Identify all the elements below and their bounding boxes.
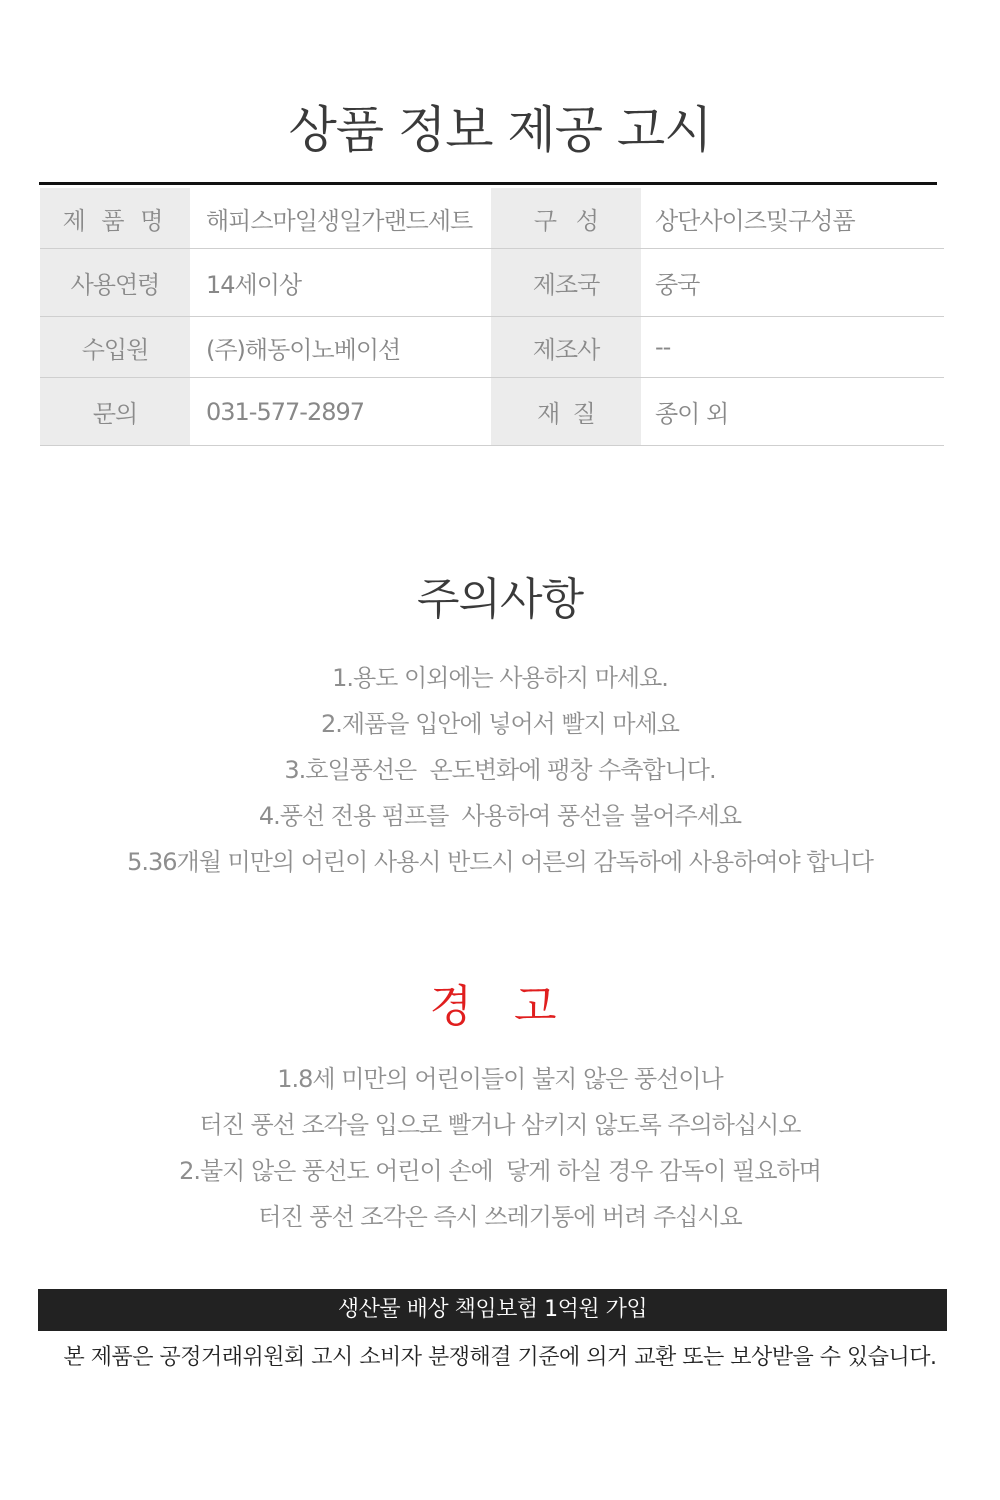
caution-list (0, 660, 1000, 890)
value-age: 14세이상 (206, 271, 302, 299)
value-inquiry: 031-577-2897 (206, 397, 365, 426)
label-age: 사용연령 (40, 249, 190, 316)
list-item: 5.36개월 미만의 어린이 사용시 반드시 어른의 감독하에 사용하여야 합니다 (127, 848, 873, 876)
list-item: 4.풍선 전용 펌프를 사용하여 풍선을 불어주세요 (258, 802, 742, 830)
value-material: 종이 외 (655, 400, 729, 428)
label-manufacturer: 제조사 (491, 317, 641, 377)
page-title: 상품 정보 제공 고시 (288, 101, 712, 159)
list-item: 2.불지 않은 풍선도 어린이 손에 닿게 하실 경우 감독이 필요하며 (179, 1157, 821, 1185)
label-product-name: 제 품 명 (40, 188, 190, 248)
value-country: 중국 (655, 271, 700, 299)
warning-title: 경 고 (429, 981, 571, 1032)
label-material: 재 질 (491, 378, 641, 445)
value-importer: (주)해동이노베이션 (206, 335, 401, 364)
label-inquiry: 문의 (40, 378, 190, 445)
label-country: 제조국 (491, 249, 641, 316)
product-info-table (40, 188, 944, 446)
list-item: 터진 풍선 조각은 즉시 쓰레기통에 버려 주십시요 (258, 1203, 742, 1231)
table-row (40, 249, 944, 317)
dispute-notice: 본 제품은 공정거래위원회 고시 소비자 분쟁해결 기준에 의거 교환 또는 보상받을 수 있습니다. (63, 1345, 937, 1370)
table-row (40, 188, 944, 249)
label-composition: 구 성 (491, 188, 641, 248)
title-divider (39, 182, 937, 185)
caution-title: 주의사항 (416, 574, 583, 625)
list-item: 터진 풍선 조각을 입으로 빨거나 삼키지 않도록 주의하십시오 (199, 1111, 801, 1139)
list-item: 3.호일풍선은 온도변화에 팽창 수축합니다. (284, 756, 716, 784)
list-item: 1.용도 이외에는 사용하지 마세요. (332, 664, 668, 692)
list-item: 1.8세 미만의 어린이들이 불지 않은 풍선이나 (277, 1065, 723, 1093)
label-importer: 수입원 (40, 317, 190, 377)
table-row (40, 378, 944, 446)
value-composition: 상단사이즈및구성품 (655, 206, 855, 235)
insurance-banner: 생산물 배상 책임보험 1억원 가입 (38, 1289, 947, 1331)
value-product-name: 해피스마일생일가랜드세트 (206, 206, 473, 235)
warning-list (0, 1061, 1000, 1245)
table-row (40, 317, 944, 378)
list-item: 2.제품을 입안에 넣어서 빨지 마세요 (321, 710, 679, 738)
value-manufacturer: -- (655, 333, 671, 361)
